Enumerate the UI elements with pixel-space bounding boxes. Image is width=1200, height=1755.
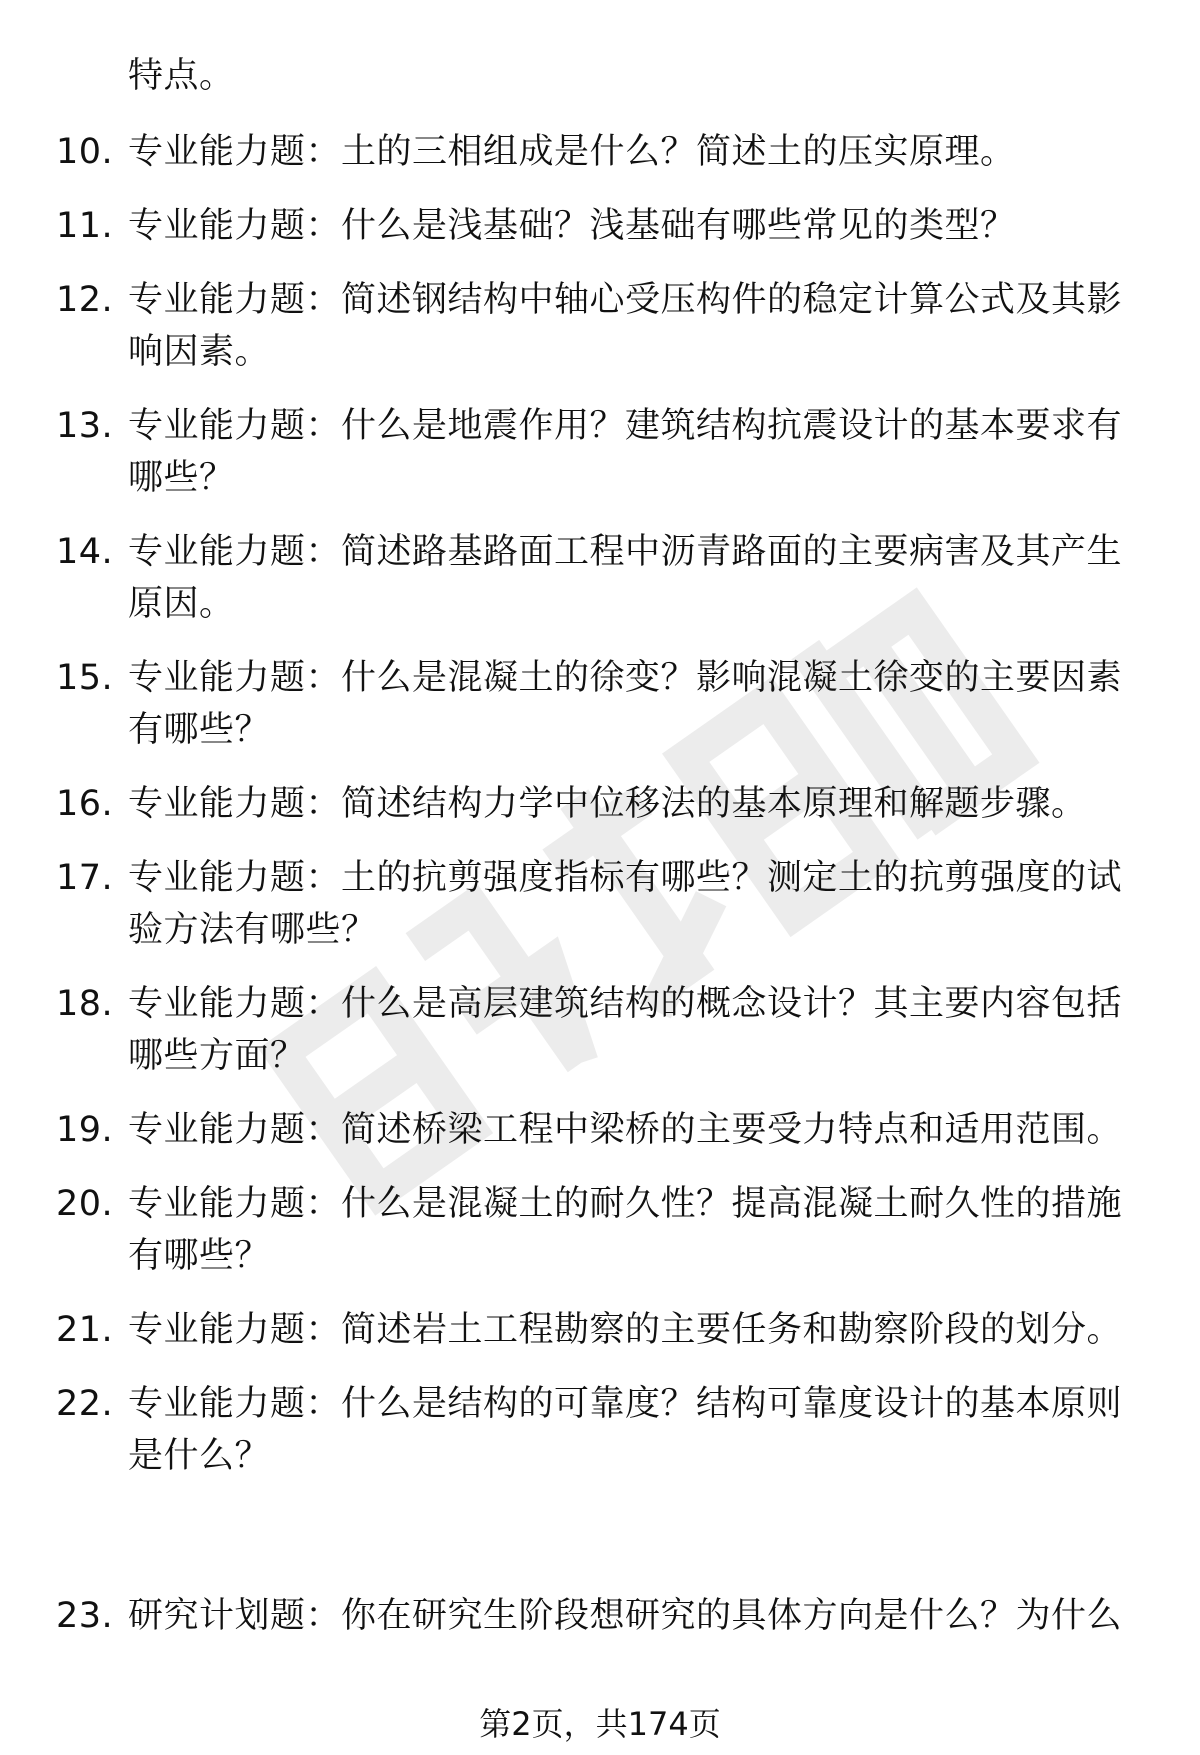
- item-text-line: 专业能力题：什么是混凝土的耐久性？提高混凝土耐久性的措施: [128, 1184, 1123, 1224]
- item-text-line: 响因素。: [128, 332, 271, 372]
- item-text: [128, 778, 1143, 830]
- item-number: 12.: [56, 280, 114, 320]
- item-text: [128, 526, 1143, 630]
- item-number: 14.: [56, 532, 114, 572]
- item-text-line: 专业能力题：土的三相组成是什么？简述土的压实原理。: [128, 132, 1016, 172]
- item-text-line: 专业能力题：简述岩土工程勘察的主要任务和勘察阶段的划分。: [128, 1310, 1123, 1350]
- item-number: 11.: [56, 206, 114, 246]
- item-text-line: 专业能力题：什么是高层建筑结构的概念设计？其主要内容包括: [128, 984, 1123, 1024]
- item-number: 15.: [56, 658, 114, 698]
- item-text-line: 有哪些？: [128, 710, 271, 750]
- item-text-line: 研究计划题：你在研究生阶段想研究的具体方向是什么？为什么: [128, 1596, 1123, 1636]
- item-text-line: 专业能力题：简述路基路面工程中沥青路面的主要病害及其产生: [128, 532, 1123, 572]
- item-text: [128, 978, 1143, 1082]
- item-number: 21.: [56, 1310, 114, 1350]
- item-text-line: 是什么？: [128, 1436, 271, 1476]
- item-number: 20.: [56, 1184, 114, 1224]
- item-text: [128, 1178, 1143, 1282]
- item-text: [128, 50, 1143, 102]
- item-number: 19.: [56, 1110, 114, 1150]
- item-number: 17.: [56, 858, 114, 898]
- item-text: [128, 126, 1143, 178]
- item-text: [128, 1104, 1143, 1156]
- item-number: 23.: [56, 1596, 114, 1636]
- item-text-line: 验方法有哪些？: [128, 910, 377, 950]
- item-text-line: 专业能力题：简述桥梁工程中梁桥的主要受力特点和适用范围。: [128, 1110, 1123, 1150]
- item-number: 10.: [56, 132, 114, 172]
- item-text-line: 专业能力题：什么是混凝土的徐变？影响混凝土徐变的主要因素: [128, 658, 1123, 698]
- page-footer: 第2页，共174页: [479, 1705, 721, 1743]
- item-number: 13.: [56, 406, 114, 446]
- item-text: [128, 652, 1143, 756]
- item-text: [128, 274, 1143, 378]
- item-text-line: 专业能力题：什么是地震作用？建筑结构抗震设计的基本要求有: [128, 406, 1123, 446]
- item-text: [128, 852, 1143, 956]
- item-text-line: 专业能力题：简述钢结构中轴心受压构件的稳定计算公式及其影: [128, 280, 1123, 320]
- item-text-line: 专业能力题：土的抗剪强度指标有哪些？测定土的抗剪强度的试: [128, 858, 1123, 898]
- item-text-line: 原因。: [128, 584, 235, 624]
- item-text-line: 哪些方面？: [128, 1036, 306, 1076]
- item-text: [128, 400, 1143, 504]
- item-text: [128, 1378, 1143, 1482]
- item-text-line: 有哪些？: [128, 1236, 271, 1276]
- item-text: [128, 200, 1143, 252]
- item-text: [128, 1590, 1143, 1642]
- item-number: 16.: [56, 784, 114, 824]
- item-number: 22.: [56, 1384, 114, 1424]
- item-text-line: 专业能力题：什么是结构的可靠度？结构可靠度设计的基本原则: [128, 1384, 1123, 1424]
- item-text-line: 专业能力题：简述结构力学中位移法的基本原理和解题步骤。: [128, 784, 1087, 824]
- item-text-line: 特点。: [128, 56, 235, 96]
- item-text-line: 专业能力题：什么是浅基础？浅基础有哪些常见的类型？: [128, 206, 1016, 246]
- item-text: [128, 1304, 1143, 1356]
- item-text-line: 哪些？: [128, 458, 235, 498]
- item-number: 18.: [56, 984, 114, 1024]
